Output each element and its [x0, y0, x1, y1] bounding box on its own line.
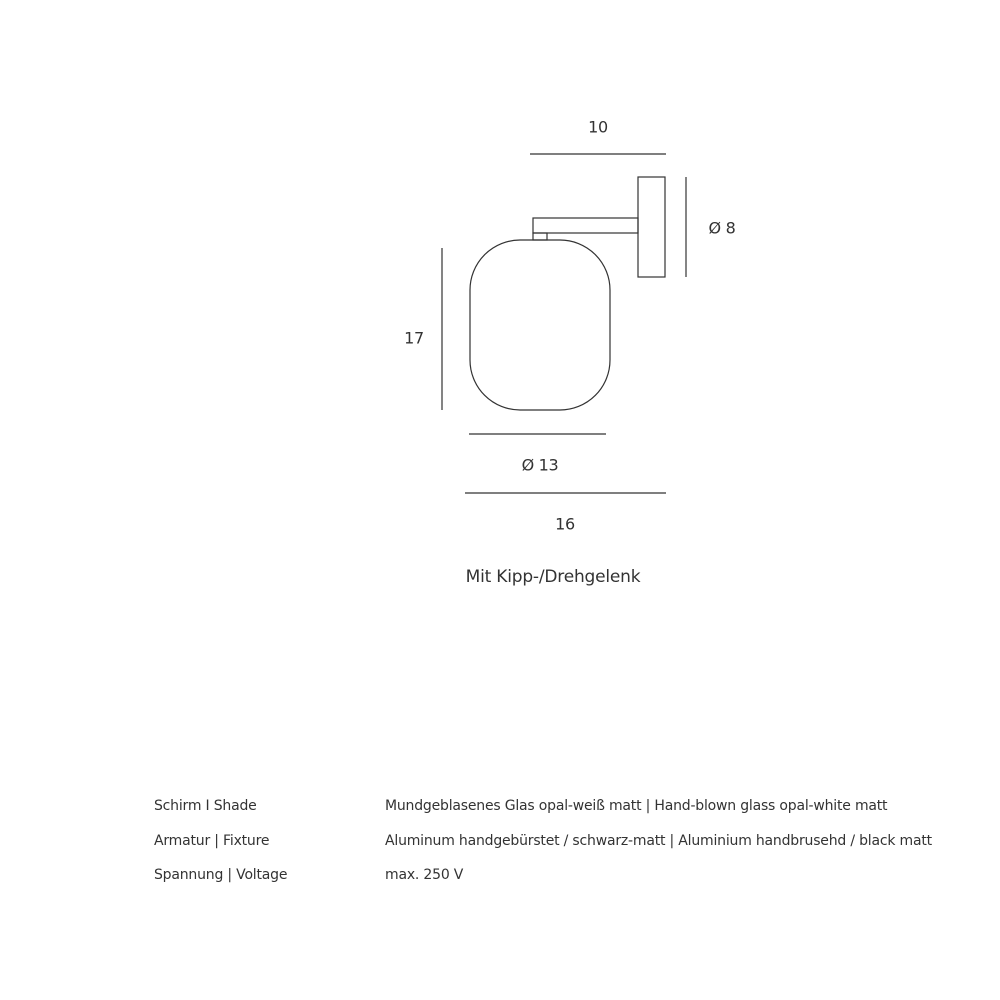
- backplate-diameter-label: Ø 8: [708, 218, 736, 238]
- spec-key: Schirm I Shade: [154, 798, 257, 814]
- shade-height-label: 17: [404, 328, 424, 348]
- spec-key: Spannung | Voltage: [154, 867, 288, 883]
- spec-row-voltage: [154, 864, 954, 899]
- total-depth-label: 16: [555, 514, 575, 534]
- spec-value: Mundgeblasenes Glas opal-weiß matt | Hand-blown glass opal-white matt: [385, 798, 888, 814]
- lamp-arm: [533, 218, 638, 233]
- spec-table: [154, 795, 954, 899]
- joint-connector: [533, 233, 547, 240]
- joint-caption: Mit Kipp-/Drehgelenk: [465, 567, 641, 587]
- wall-backplate: [638, 177, 665, 277]
- spec-row-fixture: [154, 830, 954, 865]
- spec-row-shade: [154, 795, 954, 830]
- shade-diameter-label: Ø 13: [521, 455, 559, 475]
- spec-key: Armatur | Fixture: [154, 832, 270, 849]
- spec-value: max. 250 V: [385, 867, 464, 883]
- glass-shade: [470, 240, 610, 410]
- arm-length-label: 10: [588, 117, 608, 137]
- spec-value: Aluminum handgebürstet / schwarz-matt | Aluminium handbrusehd / black matt: [385, 832, 932, 849]
